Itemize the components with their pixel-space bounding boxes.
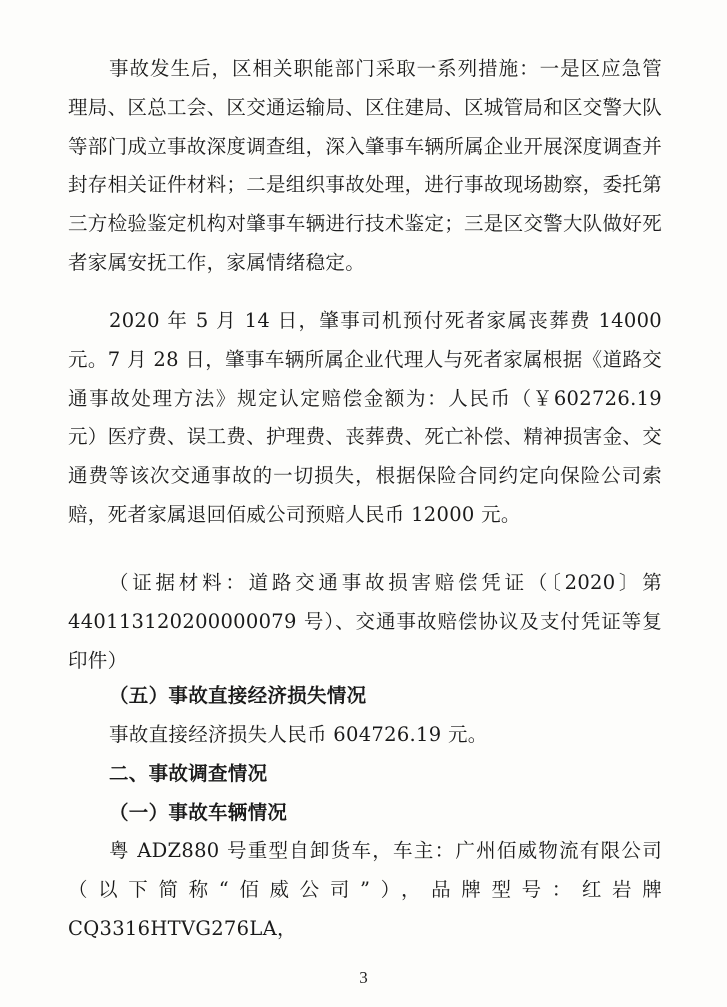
measures-paragraph: 事故发生后，区相关职能部门采取一系列措施：一是区应急管理局、区总工会、区交通运输局、区住建局、区城管局和区交警大队等部门成立事故深度调查组，深入肇事车辆所属企业开展深度调查并封存相关证件材料；二是组织事故处理，进行事故现场勘察，委托第三方检验鉴定机构对肇事车辆进行技术鉴定；三是区交警大队做好死者家属安抚工作，家属情绪稳定。 [68, 57, 663, 274]
compensation-paragraph: 2020 年 5 月 14 日，肇事司机预付死者家属丧葬费 14000 元。7 月 28 日，肇事车辆所属企业代理人与死者家属根据《道路交通事故处理方法》规定认定赔偿金额为：人民币（￥602726.19 元）医疗费、误工费、护理费、丧葬费、死亡补偿、精神损害金、交通费等该次交通事故的一切损失，根据保险合同约定向保险公司索赔，死者家属退回佰威公司预赔人民币 12000 元。 [68, 309, 663, 526]
vehicle-paragraph: 粤 ADZ880 号重型自卸货车，车主：广州佰威物流有限公司（以下简称“佰威公司”），品牌型号：红岩牌 CQ3316HTVG276LA， [68, 839, 662, 940]
evidence-paragraph: （证据材料：道路交通事故损害赔偿凭证（〔2020〕第 440113120200000079 号）、交通事故赔偿协议及支付凭证等复印件） [68, 571, 662, 672]
measures-paragraph-block [68, 50, 662, 283]
direct-loss-paragraph: 事故直接经济损失人民币 604726.19 元。 [109, 723, 488, 746]
page-number: 3 [359, 968, 368, 987]
investigation-section-heading: 二、事故调查情况 [109, 762, 268, 785]
loss-section-heading: （五）事故直接经济损失情况 [109, 684, 367, 707]
compensation-paragraph-block [68, 302, 662, 535]
vehicle-section-heading: （一）事故车辆情况 [109, 801, 288, 824]
evidence-paragraph-block [68, 564, 662, 680]
vehicle-paragraph-block [68, 832, 662, 948]
